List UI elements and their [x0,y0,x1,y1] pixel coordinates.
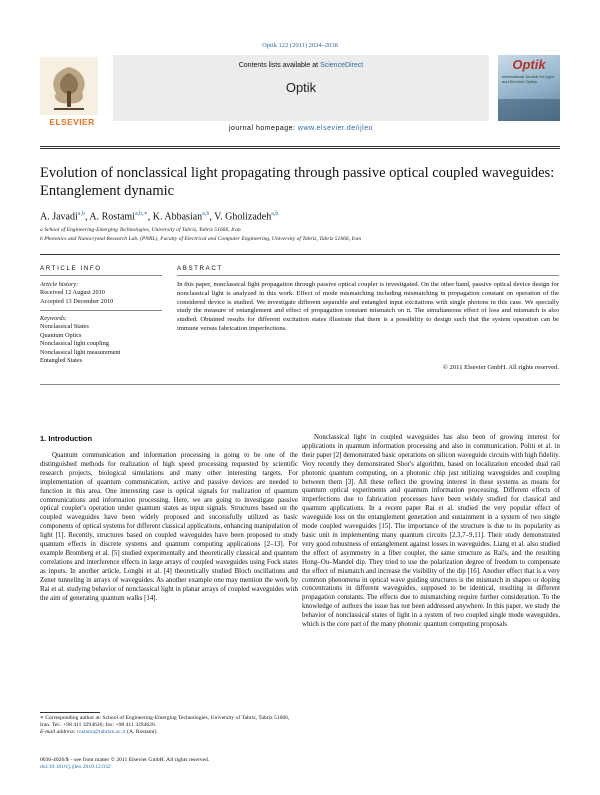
header-rule [40,146,560,147]
sciencedirect-link[interactable]: ScienceDirect [320,62,364,69]
journal-cover-image [498,55,560,121]
keyword: Nonclassical light coupling [40,340,109,348]
journal-header [40,55,560,132]
elsevier-tree-logo [40,57,98,115]
abstract-heading: ABSTRACT [177,265,223,272]
keywords-block [40,315,170,365]
doi-link[interactable]: doi:10.1016/j.ijleo.2010.12.032 [40,764,111,770]
issn-line: 0030-4026/$ – see front matter © 2011 Elsevier GmbH. All rights reserved. [40,757,210,763]
article-info-heading: ARTICLE INFO [40,265,102,272]
email-note: E-mail address: rostami@tabrizu.ac.ir (A. Rostami). [40,729,158,735]
author-affiliation-marker[interactable]: a,b [77,211,85,217]
email-link[interactable]: rostami@tabrizu.ac.ir [77,729,126,735]
history-label: Article history: [40,281,79,288]
affiliation-a: a School of Engineering-Emerging Technologies, University of Tabriz, Tabriz 51666, Iran [40,227,241,233]
affiliation-rule [40,254,560,255]
author-affiliation-marker[interactable]: a,b,∗ [134,211,148,217]
article-title: Evolution of nonclassical light propagating through passive optical coupled waveguides: Entanglement dynamic [40,165,555,199]
cover-subtitle: International Journal for Light and Electron Optics [502,74,554,84]
article-history [40,281,170,306]
abstract-text: In this paper, nonclassical light propagation through passive optical coupler is investigated. On the other hand, passive optical device design for nonclassical light is analyzed in this work. Effect of mode mismatching including mismatching in propagation constant on operation of the considered device is studied. We investigate different separable and entangled input excitations with single photons in this case. We specially study the measure of entanglement and effect of propagation constant mismatch on it. The simultaneous effect of loss and mismatch is also studied. Obtained results for different excitation states illustrate that there is a possibility to design such that the system operation can be immune versus fabrication imperfections. [177,281,559,332]
keyword: Nonclassical light measurement [40,348,121,356]
author-list: A. Javadi$^{a,b}$, A. Rostami$^{a,b,∗}$, K. Abbasian$^{a,b}$, V. Gholizadeh$^{a,b}$ [40,211,279,223]
cover-title: Optik [512,57,546,72]
author-name[interactable]: K. Abbasian [152,211,203,223]
affiliation-b: b Photonics and Nanocrystal Research Lab. (PNRL), Faculty of Electrical and Computer Engineering, University of Tabriz, Tabriz 51666, Iran [40,236,362,242]
abstract-rule [177,275,559,276]
keywords-label: Keywords: [40,315,68,322]
homepage-link[interactable]: www.elsevier.de/ijleo [297,125,374,132]
keyword: Nonclassical States [40,323,89,331]
article-info-rule [40,275,162,276]
journal-citation[interactable]: Optik 122 (2011) 2034–2038 [262,42,338,49]
header-rule-2 [40,148,560,149]
elsevier-wordmark: ELSEVIER [49,117,95,127]
author-name[interactable]: A. Rostami [89,211,135,223]
author-affiliation-marker[interactable]: a,b [202,211,210,217]
intro-paragraph: Quantum communication and information processing is going to be one of the distinguished methods for realization of high speed processing requested by scientific research projects, biological simulations and many other interesting targets. For implementation of quantum communication, active and passive devices are needed to function in this area. One interesting case is optical signals for realization of quantum communications and information processing. Here, we are going to investigate passive optical coupler's operation under quantum states as input signals. Structures based on the coupled waveguides have been widely proposed and successfully utilized as basic components of optical systems for different classical applications, enhancing manipulation of light [1]. Recently, structures based on coupled waveguides have been proposed to study quantum effects in discrete systems and quantum computing applications [2–13]. For example Bromberg et al. [5] studied experimentally and theoretically classical and quantum correlations and interference effects in large arrays of coupled waveguides using Fock states as inputs. In another article, Longhi et al. [4] theoretically studied Bloch oscillations and Zener tunneling in arrays of waveguides. As another example one may mention the work by Rai et al. studying behavior of nonclassical light in planar arrays of coupled waveguides with the aim of generating quantum walks [14]. [40,452,298,602]
author-affiliation-marker[interactable]: a,b [271,211,279,217]
footnote-rule [40,712,100,713]
abstract-bottom-rule [40,384,560,385]
author-name[interactable]: A. Javadi [40,211,78,223]
journal-homepage: journal homepage: www.elsevier.de/ijleo [228,125,374,132]
corresponding-author-note: ∗ Corresponding author at: School of Engineering-Emerging Technologies, University of Tabriz, Tabriz 51666, Iran. Tel.: +98 411 3294626; fax: +98 411 3294626. [40,715,290,728]
keyword: Quantum Optics [40,331,82,339]
contents-line: Contents lists available at ScienceDirect [238,62,364,69]
accepted-date: Accepted 13 December 2010 [40,297,114,305]
intro-right-column [302,434,560,630]
front-matter [40,757,298,771]
intro-paragraph: Nonclassical light in coupled waveguides has also been of growing interest for applications in quantum information processing and also in communication. Politi et al. in their paper [2] demonstrated basic operations on silicon waveguide circuits with high fidelity. Very recently they demonstrated Shor's algorithm, based on localization encoded dual rail photonic quantum computing, on a photonic chip just utilizing waveguides and coupling between them [3]. All these reflect the growing interest in these systems as means for quantum optical experiments and quantum information processing. Different effects of imperfections due to fabrication processes have been widely studied for classical and quantum applications. In a recent paper Rai et al. studied the very popular effect of waveguide loss on the entanglement generation and sustainment in a system of two single mode coupled waveguides [15]. The importance of the structure is due to its popularity as basic unit in implementing many quantum circuits [2,3,7–9,11]. Their study demonstrated very good robustness of entanglement against losses in waveguides. Liang et al. also studied the effect of asymmetry in a fiber coupler, the same structure as Rai's, and the resulting Hong–Ou–Mandel dip. They tried to use the polarization degree of freedom to compensate the effect of mismatch and increase the visibility of the dip [16]. Another effect that is a very common phenomena in optical wave guiding structures is the mismatch in shapes or doping concentrations in different waveguides, supposed to be identical, resulting in different propagation constants. The effects due to mismatching require further consideration. To the knowledge of authors the issue has not been addressed anywhere. In this paper, we study the behavior of nonclassical states of light in a system of two coupled single mode waveguides, which is the core part of the many photonic quantum computing proposals [302,434,560,629]
author-name[interactable]: V. Gholizadeh [214,211,272,223]
received-date: Received 12 August 2010 [40,289,105,297]
contents-box [113,55,489,121]
journal-title: Optik [285,80,317,95]
intro-left-column [40,452,298,603]
footnotes [40,715,298,736]
keyword: Entangled States [40,357,83,365]
section-heading-introduction: 1. Introduction [40,434,93,443]
keywords-rule [40,310,162,311]
abstract-copyright: © 2011 Elsevier GmbH. All rights reserved. [442,364,559,371]
cover-stripe [498,99,560,121]
